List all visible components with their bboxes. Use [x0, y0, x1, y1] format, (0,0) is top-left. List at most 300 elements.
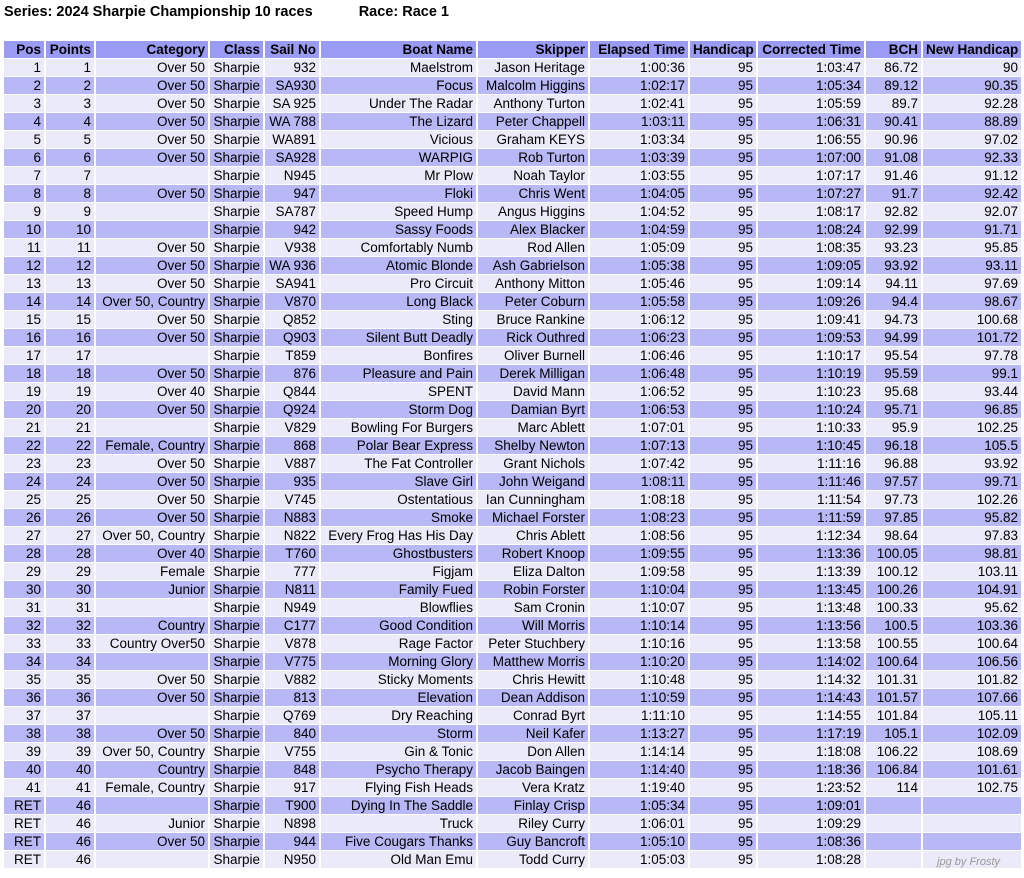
cell-new-handicap: 99.1	[923, 365, 1021, 382]
cell-points: 40	[46, 761, 94, 778]
cell-pos: 9	[4, 203, 44, 220]
cell-handicap: 95	[690, 185, 756, 202]
table-row	[4, 419, 1021, 436]
cell-handicap: 95	[690, 581, 756, 598]
col-header-category: Category	[96, 41, 208, 58]
cell-skipper: Matthew Morris	[478, 653, 588, 670]
cell-bch: 86.72	[866, 59, 921, 76]
header-row	[4, 41, 1021, 58]
cell-class: Sharpie	[210, 113, 263, 130]
cell-points: 2	[46, 77, 94, 94]
table-row	[4, 203, 1021, 220]
cell-bch: 93.23	[866, 239, 921, 256]
cell-class: Sharpie	[210, 527, 263, 544]
cell-points: 32	[46, 617, 94, 634]
cell-boat-name: Family Fued	[321, 581, 476, 598]
cell-pos: 33	[4, 635, 44, 652]
cell-corrected-time: 1:11:54	[758, 491, 864, 508]
cell-corrected-time: 1:09:05	[758, 257, 864, 274]
cell-boat-name: SPENT	[321, 383, 476, 400]
col-header-class: Class	[210, 41, 263, 58]
cell-sail-no: V882	[265, 671, 319, 688]
table-row	[4, 77, 1021, 94]
cell-corrected-time: 1:14:43	[758, 689, 864, 706]
cell-class: Sharpie	[210, 311, 263, 328]
cell-boat-name: The Fat Controller	[321, 455, 476, 472]
cell-handicap: 95	[690, 797, 756, 814]
cell-bch: 105.1	[866, 725, 921, 742]
cell-handicap: 95	[690, 131, 756, 148]
cell-boat-name: Old Man Emu	[321, 851, 476, 868]
cell-pos: 21	[4, 419, 44, 436]
cell-sail-no: Q844	[265, 383, 319, 400]
cell-pos: 16	[4, 329, 44, 346]
cell-points: 25	[46, 491, 94, 508]
cell-category	[96, 347, 208, 364]
cell-bch: 100.12	[866, 563, 921, 580]
cell-elapsed-time: 1:04:52	[590, 203, 688, 220]
cell-points: 34	[46, 653, 94, 670]
cell-skipper: Will Morris	[478, 617, 588, 634]
cell-points: 30	[46, 581, 94, 598]
cell-points: 26	[46, 509, 94, 526]
table-row	[4, 635, 1021, 652]
cell-bch: 89.12	[866, 77, 921, 94]
cell-skipper: Sam Cronin	[478, 599, 588, 616]
table-row	[4, 671, 1021, 688]
cell-category: Over 50, Country	[96, 743, 208, 760]
cell-skipper: Derek Milligan	[478, 365, 588, 382]
table-row	[4, 473, 1021, 490]
cell-bch: 106.84	[866, 761, 921, 778]
cell-handicap: 95	[690, 59, 756, 76]
cell-handicap: 95	[690, 95, 756, 112]
cell-corrected-time: 1:06:31	[758, 113, 864, 130]
cell-sail-no: N949	[265, 599, 319, 616]
cell-skipper: Peter Chappell	[478, 113, 588, 130]
cell-elapsed-time: 1:13:27	[590, 725, 688, 742]
cell-handicap: 95	[690, 329, 756, 346]
cell-pos: 32	[4, 617, 44, 634]
table-row	[4, 365, 1021, 382]
cell-skipper: Angus Higgins	[478, 203, 588, 220]
cell-class: Sharpie	[210, 815, 263, 832]
cell-corrected-time: 1:09:01	[758, 797, 864, 814]
cell-sail-no: 935	[265, 473, 319, 490]
cell-handicap: 95	[690, 257, 756, 274]
cell-new-handicap: 105.11	[923, 707, 1021, 724]
cell-corrected-time: 1:10:45	[758, 437, 864, 454]
table-row	[4, 527, 1021, 544]
cell-skipper: Oliver Burnell	[478, 347, 588, 364]
cell-pos: RET	[4, 797, 44, 814]
cell-points: 9	[46, 203, 94, 220]
cell-new-handicap: 97.02	[923, 131, 1021, 148]
cell-boat-name: Dying In The Saddle	[321, 797, 476, 814]
series-title: Series: 2024 Sharpie Championship 10 races	[4, 4, 313, 20]
cell-boat-name: Gin & Tonic	[321, 743, 476, 760]
cell-pos: 12	[4, 257, 44, 274]
cell-category: Over 50	[96, 329, 208, 346]
table-row	[4, 401, 1021, 418]
cell-class: Sharpie	[210, 707, 263, 724]
cell-corrected-time: 1:13:58	[758, 635, 864, 652]
cell-boat-name: The Lizard	[321, 113, 476, 130]
cell-sail-no: SA787	[265, 203, 319, 220]
cell-category: Female	[96, 563, 208, 580]
cell-points: 14	[46, 293, 94, 310]
cell-points: 12	[46, 257, 94, 274]
cell-category	[96, 221, 208, 238]
cell-points: 46	[46, 815, 94, 832]
cell-skipper: Chris Hewitt	[478, 671, 588, 688]
cell-category: Country	[96, 617, 208, 634]
cell-handicap: 95	[690, 401, 756, 418]
cell-boat-name: Long Black	[321, 293, 476, 310]
cell-pos: 25	[4, 491, 44, 508]
cell-elapsed-time: 1:03:55	[590, 167, 688, 184]
cell-pos: 34	[4, 653, 44, 670]
cell-bch: 92.82	[866, 203, 921, 220]
cell-new-handicap: 108.69	[923, 743, 1021, 760]
cell-skipper: Alex Blacker	[478, 221, 588, 238]
cell-elapsed-time: 1:06:52	[590, 383, 688, 400]
cell-bch: 94.99	[866, 329, 921, 346]
cell-points: 10	[46, 221, 94, 238]
cell-new-handicap	[923, 815, 1021, 832]
cell-category	[96, 419, 208, 436]
cell-sail-no: T760	[265, 545, 319, 562]
cell-points: 8	[46, 185, 94, 202]
cell-boat-name: Good Condition	[321, 617, 476, 634]
table-row	[4, 653, 1021, 670]
cell-sail-no: 813	[265, 689, 319, 706]
cell-new-handicap: 92.07	[923, 203, 1021, 220]
cell-elapsed-time: 1:00:36	[590, 59, 688, 76]
cell-new-handicap: 95.85	[923, 239, 1021, 256]
cell-pos: RET	[4, 851, 44, 868]
cell-category: Over 50	[96, 455, 208, 472]
cell-category: Over 40	[96, 383, 208, 400]
table-row	[4, 725, 1021, 742]
table-row	[4, 149, 1021, 166]
cell-elapsed-time: 1:06:12	[590, 311, 688, 328]
cell-sail-no: Q852	[265, 311, 319, 328]
cell-skipper: Peter Stuchbery	[478, 635, 588, 652]
cell-corrected-time: 1:13:36	[758, 545, 864, 562]
cell-boat-name: Vicious	[321, 131, 476, 148]
cell-skipper: Shelby Newton	[478, 437, 588, 454]
cell-skipper: Anthony Turton	[478, 95, 588, 112]
cell-boat-name: Sticky Moments	[321, 671, 476, 688]
cell-pos: 37	[4, 707, 44, 724]
cell-pos: 41	[4, 779, 44, 796]
cell-handicap: 95	[690, 779, 756, 796]
col-header-elapsed-time: Elapsed Time	[590, 41, 688, 58]
cell-class: Sharpie	[210, 167, 263, 184]
cell-sail-no: N811	[265, 581, 319, 598]
cell-bch: 95.68	[866, 383, 921, 400]
cell-elapsed-time: 1:08:23	[590, 509, 688, 526]
cell-class: Sharpie	[210, 329, 263, 346]
cell-points: 33	[46, 635, 94, 652]
cell-elapsed-time: 1:05:46	[590, 275, 688, 292]
cell-sail-no: T900	[265, 797, 319, 814]
cell-pos: 1	[4, 59, 44, 76]
cell-bch: 89.7	[866, 95, 921, 112]
cell-points: 20	[46, 401, 94, 418]
cell-sail-no: 947	[265, 185, 319, 202]
cell-skipper: Jason Heritage	[478, 59, 588, 76]
cell-points: 7	[46, 167, 94, 184]
cell-boat-name: Focus	[321, 77, 476, 94]
cell-new-handicap: 103.36	[923, 617, 1021, 634]
cell-handicap: 95	[690, 653, 756, 670]
cell-points: 38	[46, 725, 94, 742]
cell-bch	[866, 833, 921, 850]
cell-class: Sharpie	[210, 851, 263, 868]
cell-category: Over 50	[96, 311, 208, 328]
cell-bch: 106.22	[866, 743, 921, 760]
col-header-corrected-time: Corrected Time	[758, 41, 864, 58]
cell-skipper: Ian Cunningham	[478, 491, 588, 508]
cell-sail-no: V870	[265, 293, 319, 310]
cell-category: Country Over50	[96, 635, 208, 652]
cell-class: Sharpie	[210, 671, 263, 688]
cell-category	[96, 167, 208, 184]
cell-boat-name: Bowling For Burgers	[321, 419, 476, 436]
cell-skipper: Rick Outhred	[478, 329, 588, 346]
cell-skipper: Noah Taylor	[478, 167, 588, 184]
table-row	[4, 95, 1021, 112]
cell-handicap: 95	[690, 743, 756, 760]
cell-corrected-time: 1:08:24	[758, 221, 864, 238]
cell-sail-no: N898	[265, 815, 319, 832]
cell-elapsed-time: 1:07:13	[590, 437, 688, 454]
cell-bch: 91.7	[866, 185, 921, 202]
cell-new-handicap: 102.09	[923, 725, 1021, 742]
cell-elapsed-time: 1:06:23	[590, 329, 688, 346]
cell-pos: 5	[4, 131, 44, 148]
cell-bch: 101.31	[866, 671, 921, 688]
table-row	[4, 581, 1021, 598]
cell-elapsed-time: 1:07:01	[590, 419, 688, 436]
cell-handicap: 95	[690, 833, 756, 850]
cell-corrected-time: 1:10:19	[758, 365, 864, 382]
cell-elapsed-time: 1:08:11	[590, 473, 688, 490]
cell-new-handicap	[923, 833, 1021, 850]
cell-handicap: 95	[690, 491, 756, 508]
cell-corrected-time: 1:06:55	[758, 131, 864, 148]
cell-elapsed-time: 1:08:56	[590, 527, 688, 544]
cell-points: 16	[46, 329, 94, 346]
cell-elapsed-time: 1:05:10	[590, 833, 688, 850]
cell-sail-no: SA941	[265, 275, 319, 292]
cell-points: 6	[46, 149, 94, 166]
cell-bch: 98.64	[866, 527, 921, 544]
cell-sail-no: 944	[265, 833, 319, 850]
watermark: jpg by Frosty	[937, 856, 1000, 868]
cell-elapsed-time: 1:05:09	[590, 239, 688, 256]
cell-class: Sharpie	[210, 761, 263, 778]
table-row	[4, 131, 1021, 148]
cell-points: 41	[46, 779, 94, 796]
cell-handicap: 95	[690, 671, 756, 688]
cell-new-handicap	[923, 797, 1021, 814]
cell-new-handicap: 102.25	[923, 419, 1021, 436]
cell-bch: 94.73	[866, 311, 921, 328]
cell-pos: 14	[4, 293, 44, 310]
cell-boat-name: Figjam	[321, 563, 476, 580]
cell-skipper: Ash Gabrielson	[478, 257, 588, 274]
cell-class: Sharpie	[210, 383, 263, 400]
cell-pos: 26	[4, 509, 44, 526]
cell-bch	[866, 851, 921, 868]
cell-boat-name: Atomic Blonde	[321, 257, 476, 274]
cell-elapsed-time: 1:10:59	[590, 689, 688, 706]
cell-elapsed-time: 1:04:05	[590, 185, 688, 202]
cell-boat-name: Bonfires	[321, 347, 476, 364]
cell-class: Sharpie	[210, 257, 263, 274]
cell-corrected-time: 1:05:59	[758, 95, 864, 112]
cell-boat-name: Comfortably Numb	[321, 239, 476, 256]
table-row	[4, 275, 1021, 292]
cell-sail-no: 942	[265, 221, 319, 238]
cell-corrected-time: 1:05:34	[758, 77, 864, 94]
cell-bch: 95.9	[866, 419, 921, 436]
cell-class: Sharpie	[210, 509, 263, 526]
cell-corrected-time: 1:03:47	[758, 59, 864, 76]
cell-handicap: 95	[690, 365, 756, 382]
cell-category: Over 50	[96, 365, 208, 382]
cell-boat-name: Slave Girl	[321, 473, 476, 490]
cell-category: Junior	[96, 815, 208, 832]
table-row	[4, 563, 1021, 580]
cell-class: Sharpie	[210, 635, 263, 652]
table-row	[4, 779, 1021, 796]
cell-bch: 96.18	[866, 437, 921, 454]
cell-sail-no: 777	[265, 563, 319, 580]
cell-points: 35	[46, 671, 94, 688]
cell-boat-name: Sting	[321, 311, 476, 328]
table-row	[4, 221, 1021, 238]
cell-boat-name: Smoke	[321, 509, 476, 526]
cell-sail-no: N950	[265, 851, 319, 868]
cell-sail-no: WA 936	[265, 257, 319, 274]
cell-bch: 97.85	[866, 509, 921, 526]
cell-category: Over 50	[96, 95, 208, 112]
cell-new-handicap: 88.89	[923, 113, 1021, 130]
col-header-sail-no: Sail No	[265, 41, 319, 58]
cell-elapsed-time: 1:06:48	[590, 365, 688, 382]
cell-corrected-time: 1:08:35	[758, 239, 864, 256]
cell-bch	[866, 797, 921, 814]
cell-elapsed-time: 1:11:10	[590, 707, 688, 724]
cell-class: Sharpie	[210, 365, 263, 382]
cell-boat-name: Storm	[321, 725, 476, 742]
cell-skipper: Grant Nichols	[478, 455, 588, 472]
cell-category	[96, 851, 208, 868]
cell-bch: 95.71	[866, 401, 921, 418]
cell-category: Over 50	[96, 401, 208, 418]
cell-sail-no: 840	[265, 725, 319, 742]
cell-elapsed-time: 1:07:42	[590, 455, 688, 472]
cell-skipper: Marc Ablett	[478, 419, 588, 436]
table-row	[4, 167, 1021, 184]
cell-elapsed-time: 1:03:11	[590, 113, 688, 130]
cell-corrected-time: 1:17:19	[758, 725, 864, 742]
cell-pos: 23	[4, 455, 44, 472]
cell-category: Over 50	[96, 509, 208, 526]
table-row	[4, 617, 1021, 634]
cell-elapsed-time: 1:10:04	[590, 581, 688, 598]
cell-new-handicap: 101.72	[923, 329, 1021, 346]
cell-bch: 101.84	[866, 707, 921, 724]
cell-category: Over 50	[96, 185, 208, 202]
cell-bch: 100.5	[866, 617, 921, 634]
cell-skipper: Chris Ablett	[478, 527, 588, 544]
cell-handicap: 95	[690, 293, 756, 310]
cell-class: Sharpie	[210, 77, 263, 94]
cell-class: Sharpie	[210, 347, 263, 364]
cell-pos: 35	[4, 671, 44, 688]
cell-new-handicap: 91.71	[923, 221, 1021, 238]
cell-sail-no: N822	[265, 527, 319, 544]
cell-pos: 13	[4, 275, 44, 292]
cell-pos: 20	[4, 401, 44, 418]
cell-elapsed-time: 1:03:39	[590, 149, 688, 166]
col-header-points: Points	[46, 41, 94, 58]
cell-elapsed-time: 1:05:58	[590, 293, 688, 310]
cell-corrected-time: 1:23:52	[758, 779, 864, 796]
table-row	[4, 113, 1021, 130]
cell-handicap: 95	[690, 221, 756, 238]
cell-bch: 100.33	[866, 599, 921, 616]
cell-bch: 93.92	[866, 257, 921, 274]
cell-pos: RET	[4, 833, 44, 850]
cell-boat-name: Pleasure and Pain	[321, 365, 476, 382]
cell-boat-name: Mr Plow	[321, 167, 476, 184]
cell-bch: 100.05	[866, 545, 921, 562]
table-row	[4, 329, 1021, 346]
cell-new-handicap: 105.5	[923, 437, 1021, 454]
cell-class: Sharpie	[210, 743, 263, 760]
cell-pos: 18	[4, 365, 44, 382]
race-title: Race: Race 1	[358, 4, 449, 20]
cell-sail-no: WA891	[265, 131, 319, 148]
cell-skipper: Graham KEYS	[478, 131, 588, 148]
cell-category: Female, Country	[96, 779, 208, 796]
cell-elapsed-time: 1:10:20	[590, 653, 688, 670]
cell-class: Sharpie	[210, 581, 263, 598]
cell-sail-no: V938	[265, 239, 319, 256]
results-body	[4, 59, 1021, 868]
cell-new-handicap: 90	[923, 59, 1021, 76]
cell-boat-name: Ostentatious	[321, 491, 476, 508]
cell-new-handicap: 98.67	[923, 293, 1021, 310]
cell-class: Sharpie	[210, 131, 263, 148]
cell-class: Sharpie	[210, 203, 263, 220]
table-row	[4, 239, 1021, 256]
cell-sail-no: C177	[265, 617, 319, 634]
cell-boat-name: Truck	[321, 815, 476, 832]
cell-category	[96, 707, 208, 724]
cell-skipper: Malcolm Higgins	[478, 77, 588, 94]
cell-new-handicap: 104.91	[923, 581, 1021, 598]
cell-points: 15	[46, 311, 94, 328]
cell-bch: 97.57	[866, 473, 921, 490]
cell-sail-no: WA 788	[265, 113, 319, 130]
